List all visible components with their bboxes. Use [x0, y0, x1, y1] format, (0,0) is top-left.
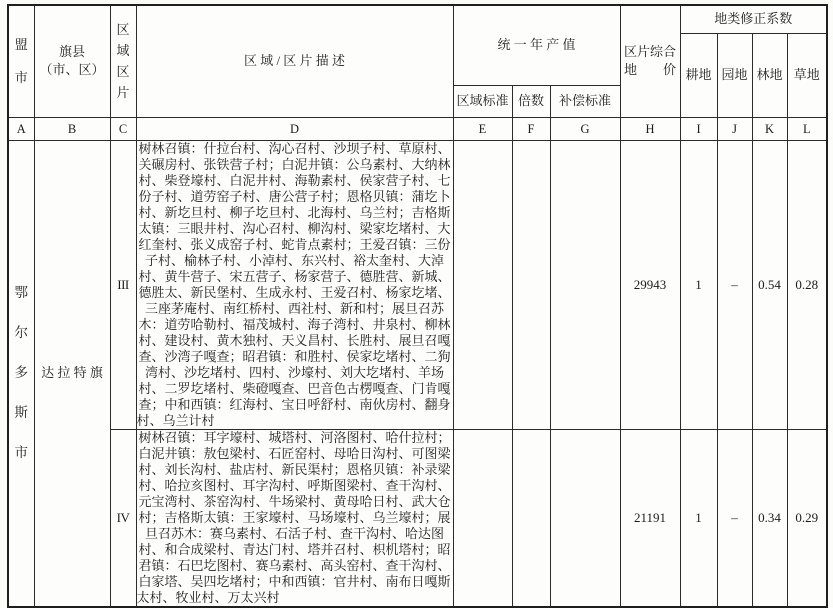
- header-compensation-standard: 补偿标准: [550, 85, 620, 117]
- cell-zone-iii: III: [110, 140, 136, 429]
- col-letter-f: F: [512, 117, 550, 140]
- table-row-zone-iv: [8, 429, 827, 607]
- header-description: 区 域 / 区 片 描 述: [136, 5, 453, 117]
- col-letter-k: K: [752, 117, 787, 140]
- cell-league-city: [8, 140, 34, 607]
- col-letter-b: B: [34, 117, 110, 140]
- cell-garden-iii: –: [717, 140, 752, 429]
- header-banner-line2: （市、区）: [39, 62, 105, 78]
- header-comprehensive-price: [620, 5, 680, 117]
- header-row-1: [8, 5, 827, 33]
- header-multiplier: 倍数: [512, 85, 550, 117]
- cell-banner: 达 拉 特 旗: [34, 140, 110, 607]
- header-league-city-text: 盟 市: [14, 36, 28, 85]
- land-price-table: [7, 4, 828, 608]
- header-forest: 林地: [752, 33, 787, 117]
- cell-regional-std-iii: [453, 140, 512, 429]
- col-letter-h: H: [620, 117, 680, 140]
- land-price-table-sheet: [7, 4, 826, 605]
- header-price-line2: 地 价: [624, 62, 677, 78]
- cell-description-iv: 树林召镇：耳字壕村、城塔村、河洛图村、哈什拉村；白泥井镇：敖包梁村、石匠窑村、母哈日沟村、可图梁村、刘长沟村、盐店村、新民渠村；恩格贝镇：补录梁村、哈拉亥图村、耳字沟村、呼斯图梁村、查干沟村、元宝湾村、茶窑沟村、牛场梁村、黄母哈日村、武大仓村；吉格斯太镇：王家壕村、马场壕村、乌兰壕村；展旦召苏木：赛乌素村、石活子村、查干沟村、哈达图村、和合成梁村、青达门村、塔并召村、枳机塔村；昭君镇：石巴圪图村、赛乌素村、高头窑村、查干沟村、白家塔、吴四圪堵村；中和西镇：官井村、南布日嘎斯太村、牧业村、万太兴村: [136, 429, 453, 607]
- cell-comp-std-iv: [550, 429, 620, 607]
- col-letter-d: D: [136, 117, 453, 140]
- cell-price-iv: 21191: [620, 429, 680, 607]
- cell-garden-iv: –: [717, 429, 752, 607]
- cell-comp-std-iii: [550, 140, 620, 429]
- cell-forest-iv: 0.34: [752, 429, 787, 607]
- col-letter-c: C: [110, 117, 136, 140]
- table-row-zone-iii: [8, 140, 827, 429]
- col-letter-j: J: [717, 117, 752, 140]
- league-city-text: 鄂 尔 多 斯 市: [14, 285, 28, 460]
- header-annual-value: 统 一 年 产 值: [453, 5, 620, 85]
- cell-regional-std-iv: [453, 429, 512, 607]
- col-letter-a: A: [8, 117, 34, 140]
- cell-grassland-iii: 0.28: [787, 140, 827, 429]
- header-grassland: 草地: [787, 33, 827, 117]
- header-banner: [34, 5, 110, 117]
- col-letter-i: I: [680, 117, 717, 140]
- cell-forest-iii: 0.54: [752, 140, 787, 429]
- cell-farmland-iv: 1: [680, 429, 717, 607]
- header-correction-coefficients: 地类修正系数: [680, 5, 827, 33]
- header-price-line1: 区片综合: [624, 44, 677, 60]
- header-farmland: 耕地: [680, 33, 717, 117]
- header-zone-text: 区 域 区 片: [116, 21, 130, 100]
- cell-description-iii: 树林召镇：什拉台村、沟心召村、沙坝子村、草原村、关碾房村、张铁营子村；白泥井镇：公乌素村、大纳林村、柴登壕村、白泥井村、海勒素村、侯家营子村、七份子村、道劳窑子村、唐公营子村；恩格贝镇：蒲圪卜村、新圪旦村、柳子圪旦村、北海村、乌兰村；吉格斯太镇：三眼井村、沟心召村、柳沟村、梁家圪堵村、大红奎村、张义成窑子村、蛇肯点素村；王爱召镇：三份子村、榆林子村、小淖村、东兴村、裕太奎村、大淖村、黄牛营子、宋五营子、杨家营子、德胜营、新城、德胜太、新民堡村、生成永村、王爱召村、杨家圪堵、三座茅庵村、南红桥村、西社村、新和村；展旦召苏木：道劳哈勒村、福茂城村、海子湾村、井泉村、柳林村、建设村、黄木独村、天义昌村、长胜村、展旦召嘎查、沙湾子嘎查；昭君镇：和胜村、侯家圪堵村、二狗湾村、沙圪堵村、四村、沙壕村、刘大圪堵村、羊场村、二罗圪堵村、柴磴嘎查、巴音色古楞嘎查、门肯嘎查；中和西镇：红海村、宝日呼舒村、南伙房村、翻身村、乌兰计村: [136, 140, 453, 429]
- column-letters-row: [8, 117, 827, 140]
- cell-multiplier-iii: [512, 140, 550, 429]
- header-garden: 园地: [717, 33, 752, 117]
- header-league-city: [8, 5, 34, 117]
- header-regional-standard: 区域标准: [453, 85, 512, 117]
- header-banner-line1: 旗县: [58, 44, 85, 60]
- cell-zone-iv: IV: [110, 429, 136, 607]
- col-letter-g: G: [550, 117, 620, 140]
- cell-multiplier-iv: [512, 429, 550, 607]
- cell-grassland-iv: 0.29: [787, 429, 827, 607]
- header-zone: [110, 5, 136, 117]
- cell-price-iii: 29943: [620, 140, 680, 429]
- col-letter-e: E: [453, 117, 512, 140]
- cell-farmland-iii: 1: [680, 140, 717, 429]
- col-letter-l: L: [787, 117, 827, 140]
